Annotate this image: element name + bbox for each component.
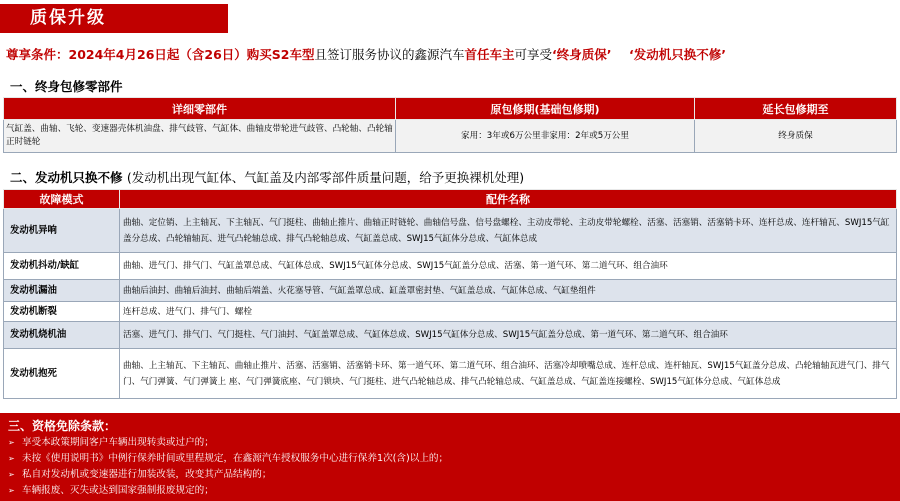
arrow-bullet-icon: ➢ (8, 454, 15, 463)
condition-text: 可享受 (514, 47, 553, 62)
exclusion-text: 私自对发动机或变速器进行加装改装，改变其产品结构的； (22, 469, 272, 480)
fault-mode-cell: 发动机抖动/缺缸 (4, 253, 120, 280)
column-header: 延长包修期至 (695, 98, 897, 120)
benefit-lifetime-warranty: ‘终身质保’ (552, 47, 612, 62)
list-item (8, 451, 892, 467)
table-row (4, 322, 897, 349)
table-row (4, 253, 897, 280)
exclusion-text: 享受本政策期间客户车辆出现转卖或过户的； (22, 437, 214, 448)
table-header-row (4, 190, 897, 209)
column-header: 配件名称 (120, 190, 897, 209)
exclusion-text: 未按《使用说明书》中例行保养时间或里程规定，在鑫源汽车授权服务中心进行保养1次(含)以上的； (22, 453, 449, 464)
column-header: 原包修期(基础包修期) (396, 98, 695, 120)
section2-title (10, 168, 524, 186)
table-row (4, 280, 897, 302)
condition-text: 且签订服务协议的鑫源汽车 (314, 47, 465, 62)
arrow-bullet-icon: ➢ (8, 470, 15, 479)
exclusion-text: 车辆报废、灭失或达到国家强制报废规定的； (22, 485, 214, 496)
list-item (8, 483, 892, 499)
condition-label: 尊享条件： (6, 47, 69, 62)
table-row (4, 302, 897, 322)
table-row (4, 120, 897, 153)
table-header-row (4, 98, 897, 120)
column-header: 故障模式 (4, 190, 120, 209)
section1-title: 一、终身包修零部件 (10, 79, 123, 94)
parts-cell: 曲轴、定位销、上主轴瓦、下主轴瓦、气门挺柱、曲轴止推片、曲轴正时链轮、曲轴信号盘、信号盘螺栓、主动皮带轮、主动皮带轮螺栓、活塞、活塞销、活塞销卡环、连杆总成、连杆轴瓦、SWJ15气缸盖分总成、凸轮轴轴瓦、进气凸轮轴总成、排气凸轮轴总成、气缸盖总成、SWJ15气缸体分总成、气缸体总成 (120, 209, 897, 253)
exclusion-list (8, 435, 892, 499)
section2-heading: 二、发动机只换不修 (10, 170, 123, 185)
fault-mode-cell: 发动机异响 (4, 209, 120, 253)
condition-first-owner: 首任车主 (464, 47, 515, 62)
extended-warranty-cell: 终身质保 (695, 120, 897, 153)
arrow-bullet-icon: ➢ (8, 438, 15, 447)
parts-cell: 连杆总成、进气门、排气门、螺栓 (120, 302, 897, 322)
fault-mode-cell: 发动机烧机油 (4, 322, 120, 349)
parts-cell: 曲轴、上主轴瓦、下主轴瓦、曲轴止推片、活塞、活塞销、活塞销卡环、第一道气环、第二道气环、组合油环、活塞冷却喷嘴总成、连杆总成、连杆轴瓦、SWJ15气缸盖分总成、凸轮轴轴瓦进气门、排气门、气门弹簧、气门弹簧上 座、气门弹簧底座、气门锁块、气门挺柱、进气凸轮轴总成、排气凸轮轴总成、气缸盖总成、气缸盖连接螺栓、SWJ15气缸体分总成、气缸体总成 (120, 349, 897, 399)
parts-cell: 气缸盖、曲轴、飞轮、变速器壳体机油盘、排气歧管、气缸体、曲轴皮带轮进气歧管、凸轮轴、凸轮轴正时链轮 (4, 120, 396, 153)
parts-cell: 曲轴后油封、曲轴后油封、曲轴后端盖、火花塞导管、气缸盖罩总成、缸盖罩密封垫、气缸盖总成、气缸体总成、气缸垫组件 (120, 280, 897, 302)
section2-note: (发动机出现气缸体、气缸盖及内部零部件质量问题，给予更换裸机处理) (126, 170, 525, 185)
parts-cell: 活塞、进气门、排气门、气门挺柱、气门油封、气缸盖罩总成、气缸体总成、SWJ15气缸体分总成、SWJ15气缸盖分总成、第一道气环、第二道气环、组合油环 (120, 322, 897, 349)
lifetime-parts-table (3, 97, 897, 153)
eligibility-condition (6, 45, 896, 63)
original-warranty-cell: 家用：3年或6万公里非家用：2年或5万公里 (396, 120, 695, 153)
condition-date-model: 2024年4月26日起（含26日）购买S2车型 (68, 47, 315, 62)
list-item (8, 435, 892, 451)
page-title: 质保升级 (0, 4, 228, 33)
exclusion-clauses (0, 413, 900, 501)
list-item (8, 467, 892, 483)
arrow-bullet-icon: ➢ (8, 486, 15, 495)
section3-title: 三、资格免除条款： (8, 419, 117, 433)
benefit-engine-replace: ‘发动机只换不修’ (628, 47, 726, 62)
parts-cell: 曲轴、进气门、排气门、气缸盖罩总成、气缸体总成、SWJ15气缸体分总成、SWJ15气缸盖分总成、活塞、第一道气环、第二道气环、组合油环 (120, 253, 897, 280)
fault-mode-cell: 发动机断裂 (4, 302, 120, 322)
table-row (4, 349, 897, 399)
fault-mode-cell: 发动机抱死 (4, 349, 120, 399)
column-header: 详细零部件 (4, 98, 396, 120)
fault-mode-cell: 发动机漏油 (4, 280, 120, 302)
engine-replace-table (3, 189, 897, 399)
table-row (4, 209, 897, 253)
